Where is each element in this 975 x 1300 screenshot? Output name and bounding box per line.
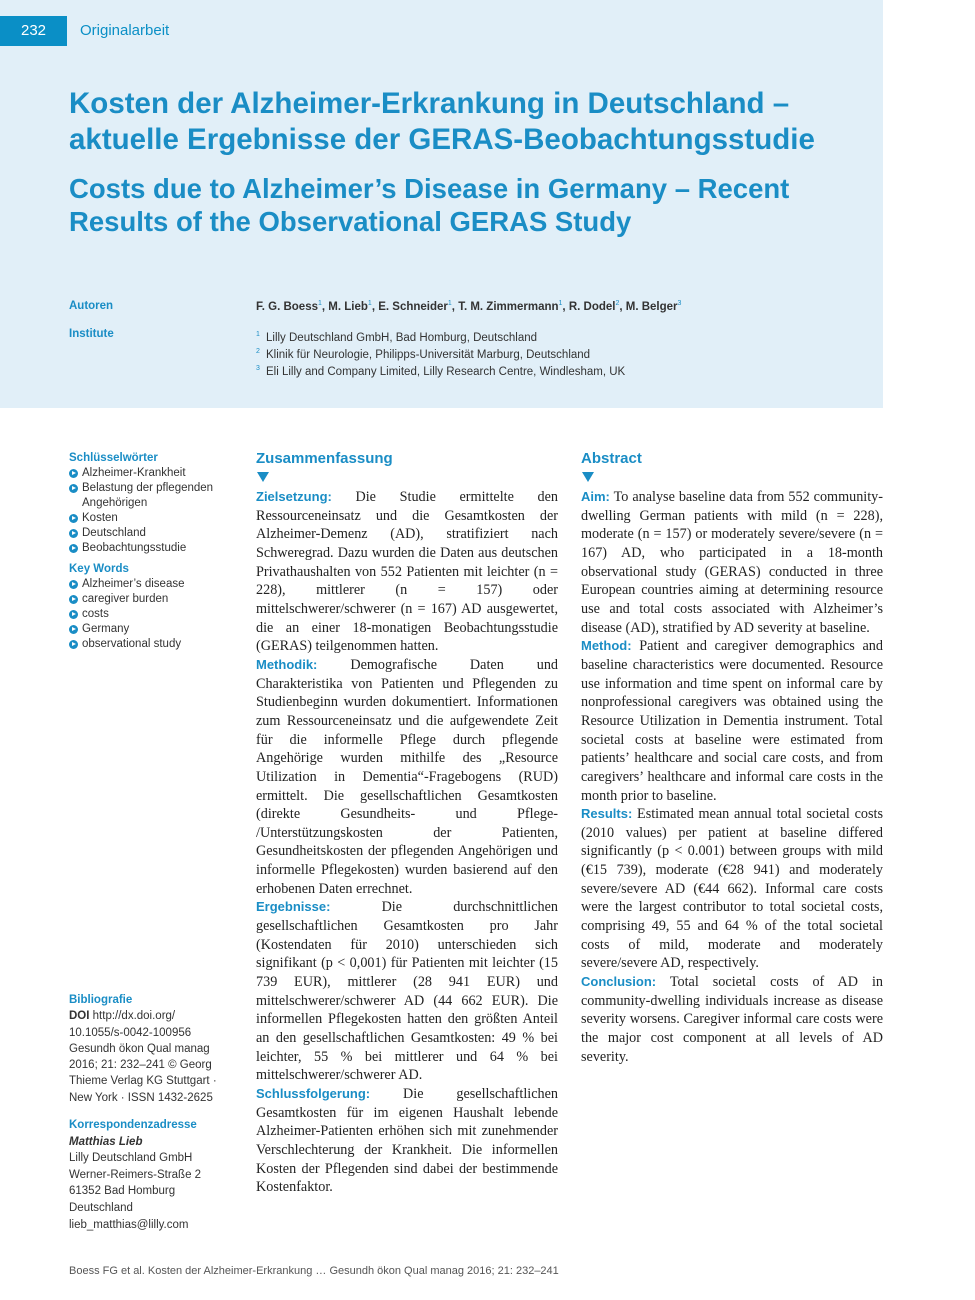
author-name: E. Schneider [378,300,448,313]
author-affiliation: 1 [318,300,322,307]
section-text: Patient and caregiver demographics and baseline characteristics were documented. Resource use information and time spent on informal care by nonprofessional caregivers was obtained using the Resource Utilization in Dementia instrument. Total societal costs at baseline were estimated from patients’ healthcare and social care costs, and from caregivers’ healthcare and informal care costs in the month prior to baseline. [581,638,883,804]
keyword-item [69,541,229,556]
author-name: T. M. Zimmermann [458,300,559,313]
arrow-bullet-icon [69,544,78,553]
section-paragraph [256,656,558,899]
arrow-bullet-icon [69,514,78,523]
keyword-item [69,637,229,652]
institute-number: 1 [256,331,260,338]
keywords-panel [69,451,229,652]
page-number: 232 [0,16,67,46]
correspondence-line: Deutschland [69,1201,133,1214]
section-lead: Methodik: [256,656,318,672]
keyword-text: Alzheimer-Krankheit [82,467,186,479]
arrow-bullet-icon [69,640,78,649]
institute-text: Lilly Deutschland GmbH, Bad Homburg, Deutschland [266,331,538,344]
abstract-body [581,488,883,1066]
correspondence-line: Lilly Deutschland GmbH [69,1152,193,1165]
section-lead: Conclusion: [581,974,657,990]
keywords-de-title: Schlüsselwörter [69,452,158,464]
keyword-text: caregiver burden [82,593,169,605]
section-lead: Schlussfolgerung: [256,1086,371,1101]
author-name: M. Belger [625,300,678,313]
author-separator: , [451,300,459,313]
keyword-item [69,592,229,607]
keyword-item [69,511,229,526]
arrow-bullet-icon [69,610,78,619]
section-text: Die Studie ermittelte den Ressourceneinsatz und die Gesamtkosten der Alzheimer-Demenz (AD), stratifiziert nach Schweregrad. Dazu wurden die Daten aus deutschen Privathaushalten von 552 Patienten mit leichter (n = 228), mittlerer (n = 157) oder mittelschwerer/schwerer (n = 167) AD ausgewertet, die an einer 18-monatigen Beobachtungsstudie (GERAS) teilgenommen hatten. [256,489,558,655]
institute-list [256,328,625,378]
zusammenfassung-heading: Zusammenfassung [256,450,393,467]
bibliography-panel [69,992,229,1106]
correspondence-address [69,1150,229,1233]
section-lead: Results: [581,806,633,822]
correspondence-line: Werner-Reimers-Straße 2 [69,1168,202,1181]
title-english: Costs due to Alzheimer’s Disease in Germany – Recent Results of the Observational GERAS Study [69,173,790,237]
correspondence-line: lieb_matthias@lilly.com [69,1218,189,1231]
section-lead: Aim: [581,489,610,504]
arrow-bullet-icon [69,595,78,604]
keyword-text: Beobachtungsstudie [82,542,187,554]
author-affiliation: 2 [615,300,620,307]
keywords-en-title: Key Words [69,563,129,575]
page-footer: Boess FG et al. Kosten der Alzheimer-Erkrankung … Gesundh ökon Qual manag 2016; 21: 232–241 [69,1265,559,1277]
abstract-heading: Abstract [581,450,642,467]
keywords-en-list [69,577,229,652]
keyword-text: Germany [82,623,130,635]
section-paragraph [581,973,883,1066]
keyword-item [69,577,229,592]
keyword-item [69,607,229,622]
bibliography-body: http://dx.doi.org/ 10.1055/s-0042-100956 Gesundh ökon Qual manag 2016; 21: 232–241 © Georg Thieme Verlag KG Stuttgart · New York · ISSN 1432-2625 [69,1010,217,1104]
author-name: R. Dodel [568,300,616,313]
author-separator: , [371,300,379,313]
keyword-item [69,466,229,481]
arrow-bullet-icon [69,484,78,493]
section-text: Demografische Daten und Charakteristika von Patienten und Pflegenden zu Studienbeginn wurden dokumentiert. Informationen zum Ressourceneinsatz und die aufgewendete Zeit für die informelle Pflege durch pflegende Angehörige wurden mithilfe des „Resource Utilization in Dementia“-Fragebogens (RUD) ermittelt. Die gesellschaftlichen Gesamtkosten (direkte Gesundheits- und Pflege- /Unterstützungskosten der Patienten, Gesundheitskosten der pflegenden Angehörigen und informelle Pflegekosten) wurden basierend auf den erhobenen Daten errechnet. [256,656,559,897]
section-lead: Zielsetzung: [256,489,332,504]
arrow-bullet-icon [69,529,78,538]
title-german: Kosten der Alzheimer-Erkrankung in Deutschland – aktuelle Ergebnisse der GERAS-Beobachtungsstudie [69,87,815,156]
section-lead: Method: [581,638,632,654]
triangle-down-icon [257,472,269,482]
author-affiliation: 1 [558,300,563,307]
section-paragraph [256,488,558,656]
arrow-bullet-icon [69,580,78,589]
author-separator: , [562,300,569,313]
bibliography-title: Bibliografie [69,994,133,1006]
section-lead: Ergebnisse: [256,899,331,915]
author-affiliation: 1 [367,300,372,307]
section-label: Originalarbeit [80,22,170,39]
triangle-down-icon [582,472,594,482]
section-text: Estimated mean annual total societal costs (2010 values) per patient at baseline differed significantly (p < 0.001) between groups with mild (€15 739), moderate (€28 941) and moderately severe/severe AD (€44 662). Informal care costs were the largest contributor to total societal costs, comprising 49, 55 and 64 % of the total societal costs of mild, moderate and moderately severe/severe AD, respectively. [581,806,883,972]
correspondence-name: Matthias Lieb [69,1135,143,1148]
author-name: M. Lieb [328,300,368,313]
zusammenfassung-column [256,449,558,1197]
institute-number: 3 [256,364,260,372]
zusammenfassung-body [256,488,558,1197]
section-text: Die durchschnittlichen gesellschaftlichen Gesamtkosten pro Jahr (Kostendaten für 2010) unterschieden sich signifikant (p < 0,001) für Patienten mit leichter (15 739 EUR), mittlerer (28 941 EUR) und mittelschwerer/schwerer AD (44 662 EUR). Die informellen Pflegekosten hatten den größten Anteil an den gesellschaftlichen Gesamtkosten: 49 % bei leichter, 55 % bei mittlerer und 64 % bei mittelschwerer/schwerer AD. [256,899,558,1084]
keyword-item [69,622,229,637]
keyword-text: Kosten [82,512,118,524]
section-text: Die gesellschaftlichen Gesamtkosten für im eigenen Haushalt lebende Alzheimer-Patienten erhöhen sich mit zunehmender Verschlechterung der Krankheit. Die informellen Kosten der Pflegenden sind dabei der bestimmende Kostenfaktor. [256,1086,558,1196]
author-separator: , [619,300,626,313]
author-name: F. G. Boess [256,300,318,313]
arrow-bullet-icon [69,469,78,478]
institute-text: Klinik für Neurologie, Philipps-Universität Marburg, Deutschland [266,348,591,361]
section-paragraph [581,488,883,637]
keyword-item [69,526,229,541]
institute-item [256,328,625,345]
keyword-text: Deutschland [82,527,146,539]
section-paragraph [256,898,558,1085]
author-separator: , [321,300,329,313]
correspondence-line: 61352 Bad Homburg [69,1185,176,1198]
author-affiliation: 3 [677,300,682,307]
section-text: Total societal costs of AD in community-dwelling individuals increase as disease severity worsens. Caregiver informal care costs were the major cost component at all levels of AD severity. [581,974,883,1065]
author-list [256,300,681,313]
doi-label: DOI [69,1010,90,1023]
keyword-item [69,481,229,511]
keyword-text: Belastung der pflegenden Angehörigen [82,482,214,509]
institutes-label: Institute [69,328,114,340]
abstract-column [581,449,883,1066]
section-text: To analyse baseline data from 552 community-dwelling German patients with mild (n = 228), moderate (n = 157) or moderately severe/severe (n = 167) AD, who participated in a 18-month observational study (GERAS) conducted in three European countries aiming at determining resource use and total costs associated with Alzheimer’s disease (AD), stratified by AD severity at baseline. [581,489,884,636]
correspondence-title: Korrespondenzadresse [69,1119,197,1131]
section-paragraph [256,1085,558,1197]
authors-label: Autoren [69,300,114,312]
author-affiliation: 1 [447,300,452,307]
institute-item [256,345,625,362]
institute-text: Eli Lilly and Company Limited, Lilly Research Centre, Windlesham, UK [266,365,626,378]
section-paragraph [581,637,883,805]
bibliography-text [69,1008,229,1106]
keywords-de-list [69,466,229,556]
correspondence-panel [69,1117,229,1233]
section-paragraph [581,805,883,973]
keyword-text: costs [82,608,109,620]
keyword-text: Alzheimer’s disease [82,578,185,590]
keyword-text: observational study [82,638,182,650]
institute-item [256,362,625,379]
institute-number: 2 [256,347,260,355]
arrow-bullet-icon [69,625,78,634]
